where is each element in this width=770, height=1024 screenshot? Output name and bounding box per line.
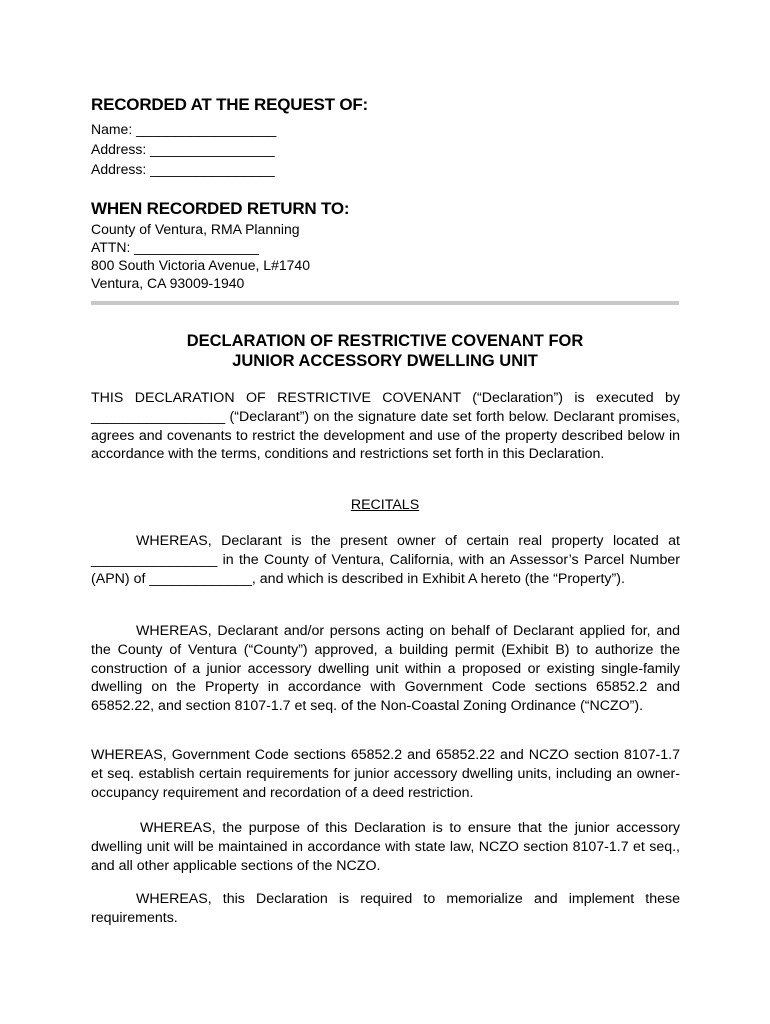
intro-paragraph: THIS DECLARATION OF RESTRICTIVE COVENANT (“Declaration”) is executed by _________________ (“Declarant”) on the signature date set forth below. Declarant promises, agrees and covenants to restrict the development and use of the property described below in accordance with the terms, conditions and restrictions set forth in this Declaration. bbox=[91, 390, 680, 463]
whereas-paragraph-3: WHEREAS, Government Code sections 65852.2 and 65852.22 and NCZO section 8107-1.7 et seq. establish certain requirements for junior accessory dwelling units, including an owner-occupancy requirement and recordation of a deed restriction. bbox=[91, 747, 680, 801]
whereas-paragraph-2: WHEREAS, Declarant and/or persons acting on behalf of Declarant applied for, and the County of Ventura (“County”) approved, a building permit (Exhibit B) to authorize the construction of a junior accessory dwelling unit within a proposed or existing single-family dwelling on the Property in accordance with Government Code sections 65852.2 and 65852.22, and section 8107-1.7 et seq. of the Non-Coastal Zoning Ordinance (“NCZO”). bbox=[91, 623, 680, 715]
separator-rule bbox=[91, 301, 679, 305]
recorded-request-heading: RECORDED AT THE REQUEST OF: bbox=[91, 95, 368, 114]
return-to-line-1: County of Ventura, RMA Planning bbox=[91, 221, 300, 237]
return-to-line-2: ATTN: ________________ bbox=[91, 239, 259, 255]
return-to-section bbox=[91, 199, 681, 292]
title-line-1: DECLARATION OF RESTRICTIVE COVENANT FOR bbox=[186, 332, 584, 350]
name-line: Name: __________________ bbox=[91, 121, 277, 137]
return-to-line-4: Ventura, CA 93009-1940 bbox=[91, 275, 245, 291]
recitals-heading: RECITALS bbox=[350, 497, 420, 513]
document-title bbox=[0, 331, 770, 371]
address-line-1: Address: ________________ bbox=[91, 141, 275, 157]
address-line-2: Address: ________________ bbox=[91, 161, 275, 177]
whereas-paragraph-4: WHEREAS, the purpose of this Declaration is to ensure that the junior accessory dwelling unit will be maintained in accordance with state law, NCZO section 8107-1.7 et seq., and all other applicable sections of the NCZO. bbox=[91, 820, 680, 874]
return-to-heading: WHEN RECORDED RETURN TO: bbox=[91, 199, 350, 218]
title-line-2: JUNIOR ACCESSORY DWELLING UNIT bbox=[232, 352, 538, 370]
whereas-paragraph-1: WHEREAS, Declarant is the present owner of certain real property located at ________________ in the County of Ventura, California, with an Assessor’s Parcel Number (APN) of _____________, and which is described in Exhibit A hereto (the “Property”). bbox=[91, 533, 680, 587]
return-to-line-3: 800 South Victoria Avenue, L#1740 bbox=[91, 257, 310, 273]
whereas-paragraph-5: WHEREAS, this Declaration is required to memorialize and implement these requirements. bbox=[91, 891, 680, 926]
recorded-request-section bbox=[91, 95, 681, 179]
